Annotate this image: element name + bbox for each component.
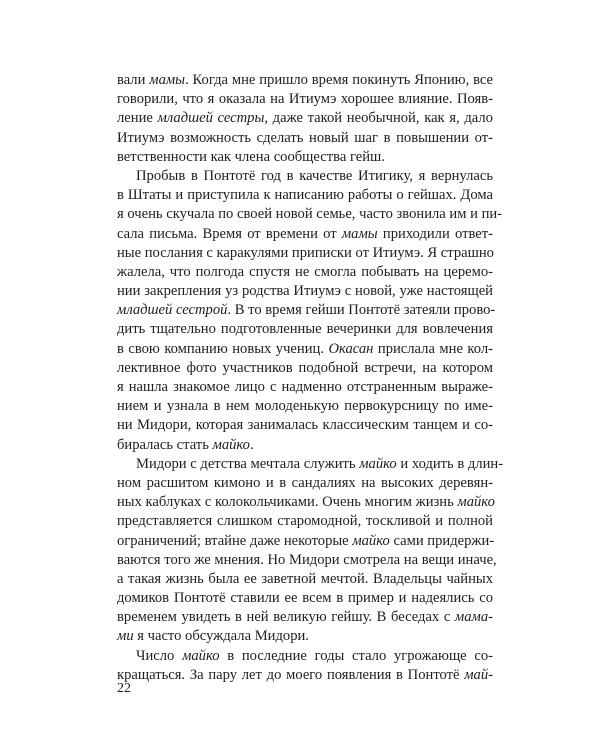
text-line: я очень скучала по своей новой семье, часто звонила им и пи- xyxy=(117,206,503,223)
text-line: ном расшитом кимоно и в сандалиях на высоких деревян- xyxy=(117,474,493,491)
page-number: 22 xyxy=(117,681,131,696)
text-line: ми я часто обсуждала Мидори. xyxy=(117,628,309,645)
text-line: домиков Понтотё ставили ее всем в пример и надеялись со xyxy=(117,590,493,607)
text-line: жалела, что полгода спустя не смогла побывать на церемо- xyxy=(117,263,493,280)
text-line: младшей сестрой. В то время гейши Понтотё затеяли прово- xyxy=(117,302,496,319)
text-line: ограничений; втайне даже некоторые майко сами придержи- xyxy=(117,532,495,549)
text-line: нием и узнала в нем молоденькую первокурсницу по име- xyxy=(117,398,493,415)
text-line: Число майко в последние годы стало угрожающе со- xyxy=(136,647,493,664)
text-line: ление младшей сестры, даже такой необычной, как я, дало xyxy=(117,110,493,127)
text-line: в свою компанию новых учениц. Окасан прислала мне кол- xyxy=(117,340,494,357)
text-line: Итиумэ возможность сделать новый шаг в повышении от- xyxy=(117,129,493,146)
text-line: говорили, что я оказала на Итиумэ хорошее влияние. Появ- xyxy=(117,91,493,108)
text-line: ваются того же мнения. Но Мидори смотрела на вещи иначе, xyxy=(117,551,497,568)
text-line: сала письма. Время от времени от мамы приходили ответ- xyxy=(117,225,494,242)
text-line: временем увидеть в ней великую гейшу. В беседах с мама- xyxy=(117,609,493,626)
text-line: а такая жизнь была ее заветной мечтой. Владельцы чайных xyxy=(117,570,493,587)
text-line: ни Мидори, которая занималась классическим танцем и со- xyxy=(117,417,493,434)
text-line: биралась стать майко. xyxy=(117,436,254,453)
text-line: дить тщательно подготовленные вечеринки для вовлечения xyxy=(117,321,493,338)
text-line: ных каблуках с колокольчиками. Очень многим жизнь майко xyxy=(117,494,495,511)
text-line: я нашла знакомое лицо с надменно отстраненным выраже- xyxy=(117,379,493,395)
text-line: Пробыв в Понтотё год в качестве Итигику, я вернулась xyxy=(136,167,493,184)
text-line: в Штаты и приступила к написанию работы о гейшах. Дома xyxy=(117,187,493,204)
text-line: вали мамы. Когда мне пришло время покинуть Японию, все xyxy=(117,72,494,88)
text-line: представляется слишком старомодной, тоскливой и полной xyxy=(117,513,493,530)
text-line: лективное фото участников подобной встречи, на котором xyxy=(117,359,493,376)
body-text xyxy=(117,71,504,685)
text-line: ные послания с каракулями приписки от Итиумэ. Я страшно xyxy=(117,244,494,261)
text-line: Мидори с детства мечтала служить майко и ходить в длин- xyxy=(136,455,504,472)
text-line: нии закрепления уз родства Итиумэ с новой, уже настоящей xyxy=(117,283,493,300)
text-line: ветственности как члена сообщества гейш. xyxy=(117,148,385,165)
text-line: кращаться. За пару лет до моего появления в Понтотё май- xyxy=(117,666,493,683)
